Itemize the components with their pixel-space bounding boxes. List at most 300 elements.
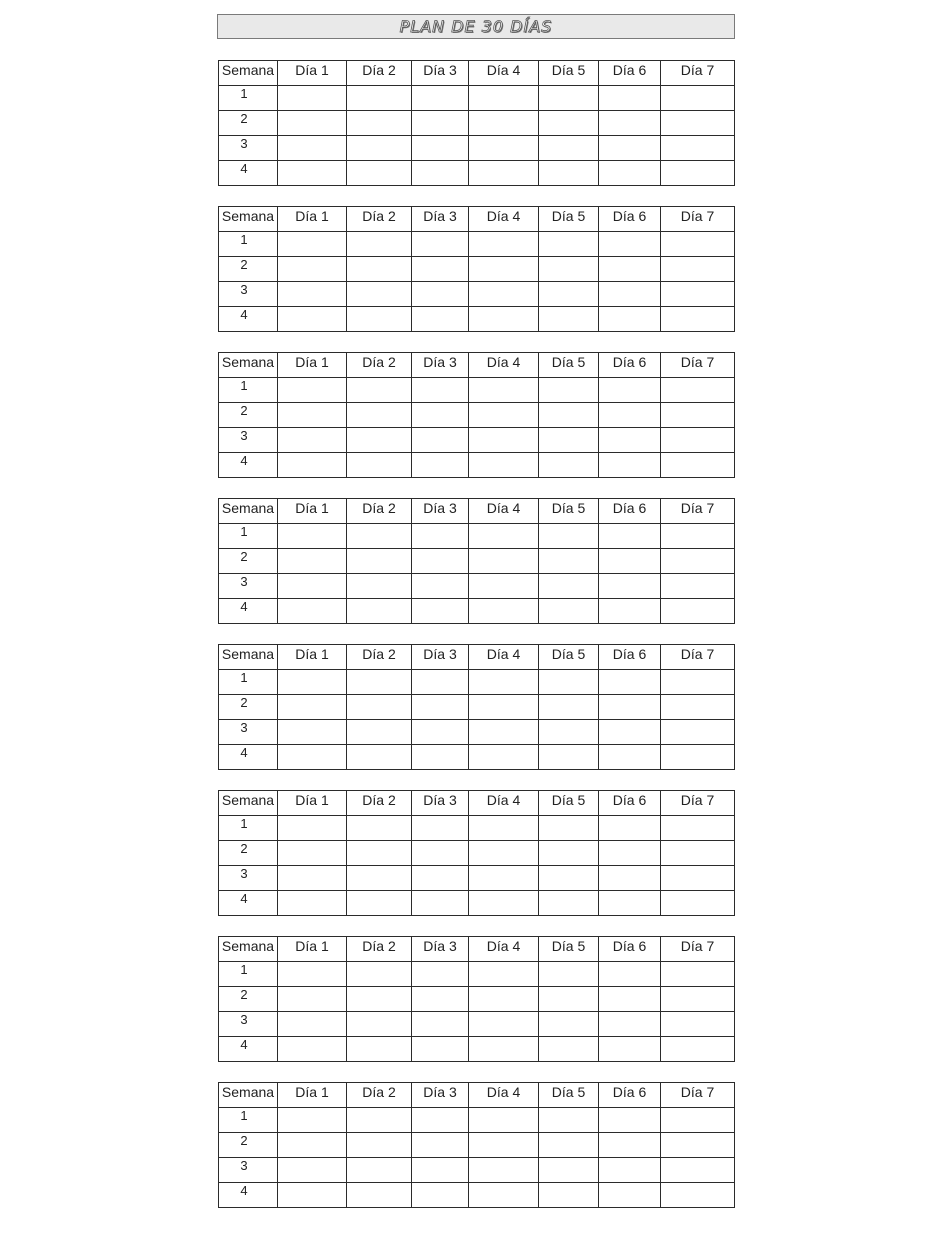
header-day-1: Día 1 — [278, 791, 347, 816]
day-cell[interactable] — [412, 111, 469, 136]
week-number: 3 — [219, 1158, 278, 1183]
header-day-1: Día 1 — [278, 499, 347, 524]
day-cell[interactable] — [599, 891, 661, 916]
day-cell[interactable] — [599, 161, 661, 186]
day-cell[interactable] — [539, 453, 599, 478]
day-cell[interactable] — [661, 161, 735, 186]
day-cell[interactable] — [278, 1108, 347, 1133]
header-day-5: Día 5 — [539, 937, 599, 962]
day-cell[interactable] — [539, 161, 599, 186]
day-cell[interactable] — [469, 111, 539, 136]
day-cell[interactable] — [599, 549, 661, 574]
day-cell[interactable] — [469, 232, 539, 257]
day-cell[interactable] — [347, 841, 412, 866]
header-day-1: Día 1 — [278, 937, 347, 962]
day-cell[interactable] — [661, 111, 735, 136]
header-day-7: Día 7 — [661, 645, 735, 670]
day-cell[interactable] — [539, 745, 599, 770]
day-cell[interactable] — [347, 161, 412, 186]
day-cell[interactable] — [599, 282, 661, 307]
day-cell[interactable] — [469, 257, 539, 282]
day-cell[interactable] — [469, 745, 539, 770]
day-cell[interactable] — [539, 378, 599, 403]
day-cell[interactable] — [469, 1133, 539, 1158]
day-cell[interactable] — [469, 1012, 539, 1037]
day-cell[interactable] — [539, 524, 599, 549]
day-cell[interactable] — [661, 257, 735, 282]
day-cell[interactable] — [599, 378, 661, 403]
table-header-row — [219, 791, 735, 816]
day-cell[interactable] — [661, 136, 735, 161]
header-day-3: Día 3 — [412, 645, 469, 670]
day-cell[interactable] — [661, 841, 735, 866]
header-day-5: Día 5 — [539, 645, 599, 670]
day-cell[interactable] — [599, 1183, 661, 1208]
day-cell[interactable] — [469, 720, 539, 745]
day-cell[interactable] — [469, 428, 539, 453]
day-cell[interactable] — [412, 599, 469, 624]
day-cell[interactable] — [412, 720, 469, 745]
header-week: Semana — [219, 1083, 278, 1108]
day-cell[interactable] — [412, 161, 469, 186]
day-cell[interactable] — [599, 1012, 661, 1037]
day-cell[interactable] — [539, 891, 599, 916]
day-cell[interactable] — [347, 453, 412, 478]
table-row — [219, 549, 735, 574]
day-cell[interactable] — [599, 670, 661, 695]
day-cell[interactable] — [278, 695, 347, 720]
day-cell[interactable] — [469, 670, 539, 695]
day-cell[interactable] — [278, 1012, 347, 1037]
day-cell[interactable] — [539, 574, 599, 599]
table-row — [219, 403, 735, 428]
day-cell[interactable] — [347, 257, 412, 282]
day-cell[interactable] — [469, 1037, 539, 1062]
day-cell[interactable] — [469, 524, 539, 549]
day-cell[interactable] — [469, 378, 539, 403]
table-row — [219, 111, 735, 136]
day-cell[interactable] — [661, 307, 735, 332]
day-cell[interactable] — [278, 86, 347, 111]
day-cell[interactable] — [539, 695, 599, 720]
day-cell[interactable] — [347, 524, 412, 549]
day-cell[interactable] — [347, 1037, 412, 1062]
day-cell[interactable] — [278, 1158, 347, 1183]
week-number: 1 — [219, 86, 278, 111]
table-row — [219, 232, 735, 257]
table-header-row — [219, 207, 735, 232]
plan-table — [218, 206, 735, 332]
header-day-4: Día 4 — [469, 937, 539, 962]
header-day-6: Día 6 — [599, 791, 661, 816]
day-cell[interactable] — [599, 453, 661, 478]
day-cell[interactable] — [469, 866, 539, 891]
day-cell[interactable] — [469, 1108, 539, 1133]
day-cell[interactable] — [412, 670, 469, 695]
day-cell[interactable] — [539, 720, 599, 745]
day-cell[interactable] — [347, 307, 412, 332]
day-cell[interactable] — [412, 524, 469, 549]
day-cell[interactable] — [278, 891, 347, 916]
day-cell[interactable] — [599, 307, 661, 332]
day-cell[interactable] — [412, 232, 469, 257]
day-cell[interactable] — [539, 866, 599, 891]
week-number: 4 — [219, 891, 278, 916]
day-cell[interactable] — [469, 987, 539, 1012]
day-cell[interactable] — [539, 232, 599, 257]
day-cell[interactable] — [599, 111, 661, 136]
day-cell[interactable] — [469, 695, 539, 720]
day-cell[interactable] — [278, 574, 347, 599]
day-cell[interactable] — [278, 549, 347, 574]
header-day-3: Día 3 — [412, 499, 469, 524]
day-cell[interactable] — [539, 111, 599, 136]
header-day-7: Día 7 — [661, 353, 735, 378]
header-day-4: Día 4 — [469, 61, 539, 86]
plan-table — [218, 60, 735, 186]
day-cell[interactable] — [278, 257, 347, 282]
day-cell[interactable] — [347, 574, 412, 599]
day-cell[interactable] — [347, 1183, 412, 1208]
day-cell[interactable] — [347, 549, 412, 574]
day-cell[interactable] — [412, 136, 469, 161]
day-cell[interactable] — [469, 599, 539, 624]
header-day-4: Día 4 — [469, 1083, 539, 1108]
day-cell[interactable] — [599, 136, 661, 161]
day-cell[interactable] — [412, 403, 469, 428]
day-cell[interactable] — [539, 257, 599, 282]
day-cell[interactable] — [412, 453, 469, 478]
day-cell[interactable] — [278, 866, 347, 891]
day-cell[interactable] — [278, 1037, 347, 1062]
week-number: 1 — [219, 1108, 278, 1133]
week-number: 1 — [219, 378, 278, 403]
day-cell[interactable] — [599, 428, 661, 453]
header-day-2: Día 2 — [347, 353, 412, 378]
table-header-row — [219, 499, 735, 524]
table-row — [219, 453, 735, 478]
day-cell[interactable] — [412, 574, 469, 599]
day-cell[interactable] — [347, 282, 412, 307]
day-cell[interactable] — [347, 670, 412, 695]
day-cell[interactable] — [412, 1037, 469, 1062]
header-day-7: Día 7 — [661, 1083, 735, 1108]
day-cell[interactable] — [661, 232, 735, 257]
day-cell[interactable] — [412, 549, 469, 574]
day-cell[interactable] — [469, 962, 539, 987]
day-cell[interactable] — [539, 307, 599, 332]
day-cell[interactable] — [347, 695, 412, 720]
day-cell[interactable] — [539, 428, 599, 453]
day-cell[interactable] — [469, 282, 539, 307]
day-cell[interactable] — [661, 962, 735, 987]
table-row — [219, 720, 735, 745]
day-cell[interactable] — [278, 378, 347, 403]
day-cell[interactable] — [469, 136, 539, 161]
header-day-2: Día 2 — [347, 207, 412, 232]
week-number: 3 — [219, 1012, 278, 1037]
day-cell[interactable] — [661, 282, 735, 307]
day-cell[interactable] — [347, 378, 412, 403]
day-cell[interactable] — [599, 962, 661, 987]
day-cell[interactable] — [347, 891, 412, 916]
day-cell[interactable] — [469, 549, 539, 574]
day-cell[interactable] — [278, 161, 347, 186]
header-day-5: Día 5 — [539, 791, 599, 816]
day-cell[interactable] — [469, 574, 539, 599]
day-cell[interactable] — [539, 1133, 599, 1158]
week-number: 2 — [219, 111, 278, 136]
day-cell[interactable] — [599, 1108, 661, 1133]
day-cell[interactable] — [347, 1158, 412, 1183]
day-cell[interactable] — [661, 549, 735, 574]
day-cell[interactable] — [661, 403, 735, 428]
day-cell[interactable] — [278, 453, 347, 478]
day-cell[interactable] — [278, 745, 347, 770]
table-row — [219, 574, 735, 599]
day-cell[interactable] — [539, 599, 599, 624]
day-cell[interactable] — [412, 745, 469, 770]
day-cell[interactable] — [278, 282, 347, 307]
day-cell[interactable] — [661, 1133, 735, 1158]
day-cell[interactable] — [539, 86, 599, 111]
day-cell[interactable] — [661, 670, 735, 695]
day-cell[interactable] — [539, 1037, 599, 1062]
day-cell[interactable] — [278, 403, 347, 428]
week-number: 1 — [219, 232, 278, 257]
day-cell[interactable] — [469, 891, 539, 916]
header-day-2: Día 2 — [347, 791, 412, 816]
day-cell[interactable] — [278, 816, 347, 841]
day-cell[interactable] — [278, 962, 347, 987]
header-day-6: Día 6 — [599, 937, 661, 962]
week-number: 3 — [219, 866, 278, 891]
day-cell[interactable] — [469, 161, 539, 186]
day-cell[interactable] — [412, 841, 469, 866]
day-cell[interactable] — [599, 86, 661, 111]
day-cell[interactable] — [661, 1108, 735, 1133]
day-cell[interactable] — [278, 307, 347, 332]
day-cell[interactable] — [599, 524, 661, 549]
day-cell[interactable] — [347, 816, 412, 841]
day-cell[interactable] — [469, 1183, 539, 1208]
week-number: 2 — [219, 987, 278, 1012]
day-cell[interactable] — [469, 307, 539, 332]
header-day-5: Día 5 — [539, 499, 599, 524]
day-cell[interactable] — [347, 1108, 412, 1133]
day-cell[interactable] — [539, 987, 599, 1012]
day-cell[interactable] — [469, 403, 539, 428]
day-cell[interactable] — [661, 86, 735, 111]
day-cell[interactable] — [661, 524, 735, 549]
day-cell[interactable] — [661, 599, 735, 624]
day-cell[interactable] — [661, 866, 735, 891]
day-cell[interactable] — [661, 1158, 735, 1183]
plan-table — [218, 644, 735, 770]
table-row — [219, 307, 735, 332]
day-cell[interactable] — [347, 111, 412, 136]
day-cell[interactable] — [661, 1037, 735, 1062]
day-cell[interactable] — [347, 987, 412, 1012]
day-cell[interactable] — [278, 1183, 347, 1208]
day-cell[interactable] — [412, 257, 469, 282]
day-cell[interactable] — [412, 1108, 469, 1133]
table-row — [219, 378, 735, 403]
header-day-2: Día 2 — [347, 61, 412, 86]
day-cell[interactable] — [347, 962, 412, 987]
header-day-6: Día 6 — [599, 353, 661, 378]
day-cell[interactable] — [412, 86, 469, 111]
plan-table — [218, 936, 735, 1062]
day-cell[interactable] — [412, 1133, 469, 1158]
table-row — [219, 745, 735, 770]
header-day-3: Día 3 — [412, 353, 469, 378]
day-cell[interactable] — [347, 86, 412, 111]
day-cell[interactable] — [539, 1158, 599, 1183]
day-cell[interactable] — [278, 599, 347, 624]
day-cell[interactable] — [599, 841, 661, 866]
day-cell[interactable] — [278, 232, 347, 257]
header-week: Semana — [219, 61, 278, 86]
week-number: 4 — [219, 1183, 278, 1208]
header-day-1: Día 1 — [278, 207, 347, 232]
week-number: 2 — [219, 549, 278, 574]
header-day-1: Día 1 — [278, 645, 347, 670]
day-cell[interactable] — [661, 987, 735, 1012]
table-row — [219, 86, 735, 111]
day-cell[interactable] — [278, 428, 347, 453]
day-cell[interactable] — [412, 1012, 469, 1037]
day-cell[interactable] — [599, 745, 661, 770]
day-cell[interactable] — [412, 378, 469, 403]
day-cell[interactable] — [412, 1158, 469, 1183]
day-cell[interactable] — [539, 403, 599, 428]
day-cell[interactable] — [599, 866, 661, 891]
day-cell[interactable] — [347, 1012, 412, 1037]
day-cell[interactable] — [661, 428, 735, 453]
header-day-7: Día 7 — [661, 499, 735, 524]
header-day-5: Día 5 — [539, 207, 599, 232]
day-cell[interactable] — [469, 453, 539, 478]
day-cell[interactable] — [412, 866, 469, 891]
day-cell[interactable] — [661, 816, 735, 841]
week-number: 4 — [219, 1037, 278, 1062]
day-cell[interactable] — [661, 574, 735, 599]
day-cell[interactable] — [347, 403, 412, 428]
week-number: 2 — [219, 257, 278, 282]
day-cell[interactable] — [278, 136, 347, 161]
day-cell[interactable] — [599, 257, 661, 282]
day-cell[interactable] — [412, 428, 469, 453]
day-cell[interactable] — [539, 549, 599, 574]
day-cell[interactable] — [469, 1158, 539, 1183]
day-cell[interactable] — [278, 670, 347, 695]
header-day-2: Día 2 — [347, 499, 412, 524]
table-row — [219, 1037, 735, 1062]
day-cell[interactable] — [278, 841, 347, 866]
header-day-6: Día 6 — [599, 1083, 661, 1108]
day-cell[interactable] — [347, 745, 412, 770]
day-cell[interactable] — [599, 1133, 661, 1158]
day-cell[interactable] — [412, 307, 469, 332]
table-row — [219, 1012, 735, 1037]
day-cell[interactable] — [599, 232, 661, 257]
day-cell[interactable] — [412, 282, 469, 307]
day-cell[interactable] — [412, 987, 469, 1012]
day-cell[interactable] — [599, 987, 661, 1012]
day-cell[interactable] — [347, 866, 412, 891]
day-cell[interactable] — [539, 841, 599, 866]
day-cell[interactable] — [539, 1183, 599, 1208]
day-cell[interactable] — [661, 695, 735, 720]
day-cell[interactable] — [599, 403, 661, 428]
day-cell[interactable] — [599, 1158, 661, 1183]
table-row — [219, 841, 735, 866]
day-cell[interactable] — [412, 962, 469, 987]
day-cell[interactable] — [278, 524, 347, 549]
day-cell[interactable] — [661, 378, 735, 403]
day-cell[interactable] — [278, 1133, 347, 1158]
day-cell[interactable] — [599, 1037, 661, 1062]
day-cell[interactable] — [599, 720, 661, 745]
header-day-7: Día 7 — [661, 61, 735, 86]
table-row — [219, 816, 735, 841]
day-cell[interactable] — [661, 453, 735, 478]
day-cell[interactable] — [599, 695, 661, 720]
day-cell[interactable] — [278, 720, 347, 745]
day-cell[interactable] — [278, 111, 347, 136]
day-cell[interactable] — [347, 232, 412, 257]
day-cell[interactable] — [539, 1012, 599, 1037]
day-cell[interactable] — [539, 136, 599, 161]
day-cell[interactable] — [539, 670, 599, 695]
day-cell[interactable] — [469, 841, 539, 866]
day-cell[interactable] — [347, 720, 412, 745]
day-cell[interactable] — [347, 599, 412, 624]
table-row — [219, 1133, 735, 1158]
day-cell[interactable] — [539, 816, 599, 841]
week-number: 2 — [219, 1133, 278, 1158]
day-cell[interactable] — [539, 282, 599, 307]
day-cell[interactable] — [599, 599, 661, 624]
day-cell[interactable] — [347, 136, 412, 161]
day-cell[interactable] — [469, 86, 539, 111]
day-cell[interactable] — [412, 816, 469, 841]
header-week: Semana — [219, 645, 278, 670]
week-number: 4 — [219, 161, 278, 186]
day-cell[interactable] — [539, 962, 599, 987]
day-cell[interactable] — [347, 1133, 412, 1158]
header-week: Semana — [219, 791, 278, 816]
day-cell[interactable] — [412, 891, 469, 916]
day-cell[interactable] — [661, 720, 735, 745]
day-cell[interactable] — [599, 574, 661, 599]
page-title: PLAN DE 30 DÍAS — [217, 14, 735, 39]
day-cell[interactable] — [599, 816, 661, 841]
table-row — [219, 599, 735, 624]
day-cell[interactable] — [661, 1183, 735, 1208]
day-cell[interactable] — [469, 816, 539, 841]
day-cell[interactable] — [539, 1108, 599, 1133]
day-cell[interactable] — [661, 891, 735, 916]
day-cell[interactable] — [347, 428, 412, 453]
day-cell[interactable] — [661, 745, 735, 770]
day-cell[interactable] — [412, 695, 469, 720]
day-cell[interactable] — [278, 987, 347, 1012]
day-cell[interactable] — [412, 1183, 469, 1208]
week-number: 2 — [219, 841, 278, 866]
day-cell[interactable] — [661, 1012, 735, 1037]
